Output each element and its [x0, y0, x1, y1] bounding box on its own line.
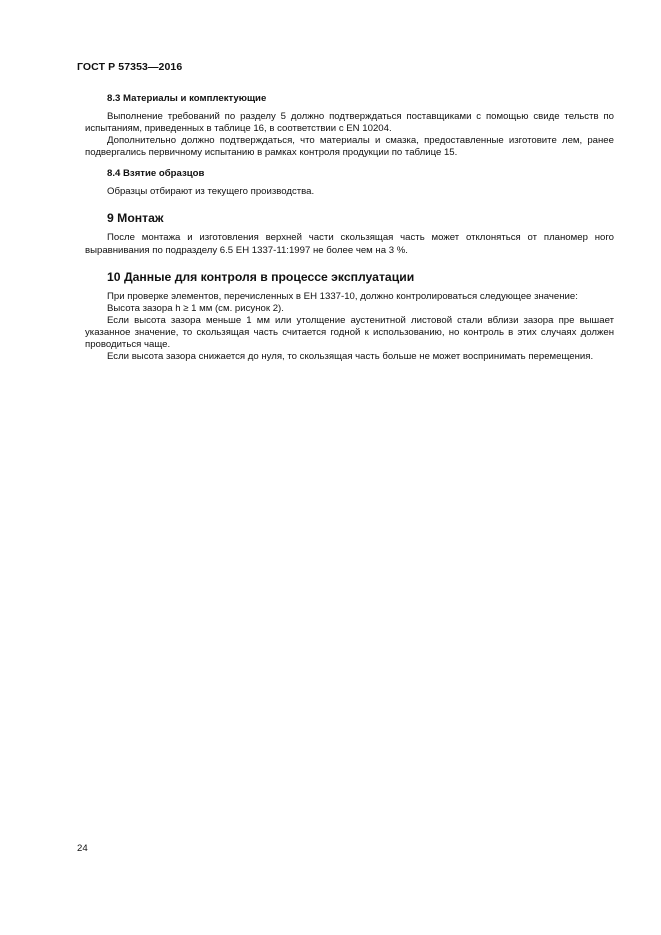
paragraph-line: вышает указанное значение, то скользящая часть считается годной к использованию, но контроль в — [85, 314, 614, 338]
paragraph-line: ного выравнивания по подразделу 6.5 ЕН 1337-11:1997 не более чем на 3 %. — [85, 232, 615, 256]
section-heading-9: 9 Монтаж — [107, 211, 164, 226]
paragraph-8-3-1 — [85, 111, 614, 135]
paragraph-line: этих случаях должен проводиться чаще. — [85, 326, 614, 351]
subsection-heading-8-4: 8.4 Взятие образцов — [107, 168, 205, 180]
paragraph-line: При проверке элементов, перечисленных в ЕН 1337-10, должно контролироваться следующее — [107, 290, 535, 302]
document-body — [85, 92, 614, 363]
paragraph-8-3-2 — [85, 135, 614, 159]
paragraph-line: тельств по испытаниям, приведенных в таблице 16, в соответствии с EN 10204. — [85, 111, 614, 135]
standard-designation: ГОСТ Р 57353—2016 — [77, 61, 183, 73]
paragraph-line: После монтажа и изготовления верхней части скользящая часть может отклоняться от планомер — [107, 232, 588, 244]
paragraph-line: Дополнительно должно подтверждаться, что материалы и смазка, предоставленные изготовите — [107, 135, 557, 147]
section-heading-10: 10 Данные для контроля в процессе эксплуатации — [107, 269, 415, 284]
page-number: 24 — [77, 843, 88, 854]
paragraph-10-4 — [85, 351, 614, 363]
paragraph-8-4-1: Образцы отбирают из текущего производства. — [107, 186, 315, 198]
paragraph-10-1 — [85, 291, 614, 303]
paragraph-10-2: Высота зазора h ≥ 1 мм (см. рисунок 2). — [107, 302, 284, 314]
subsection-heading-8-3: 8.3 Материалы и комплектующие — [107, 93, 267, 104]
paragraph-line: Если высота зазора меньше 1 мм или утолщение аустенитной листовой стали вблизи зазора пре — [107, 314, 575, 326]
paragraph-10-3 — [85, 315, 614, 351]
paragraph-9-1 — [85, 232, 614, 256]
paragraph-line: значение: — [534, 290, 578, 302]
paragraph-line: лем, ранее подвергались первичному испытанию в рамках контроля продукции по таблице 15. — [85, 135, 614, 159]
paragraph-line: перемещения. — [528, 351, 594, 363]
paragraph-line: Если высота зазора снижается до нуля, то скользящая часть больше не может воспринимать — [107, 351, 529, 363]
paragraph-line: Выполнение требований по разделу 5 должно подтверждаться поставщиками с помощью свиде — [107, 111, 560, 122]
